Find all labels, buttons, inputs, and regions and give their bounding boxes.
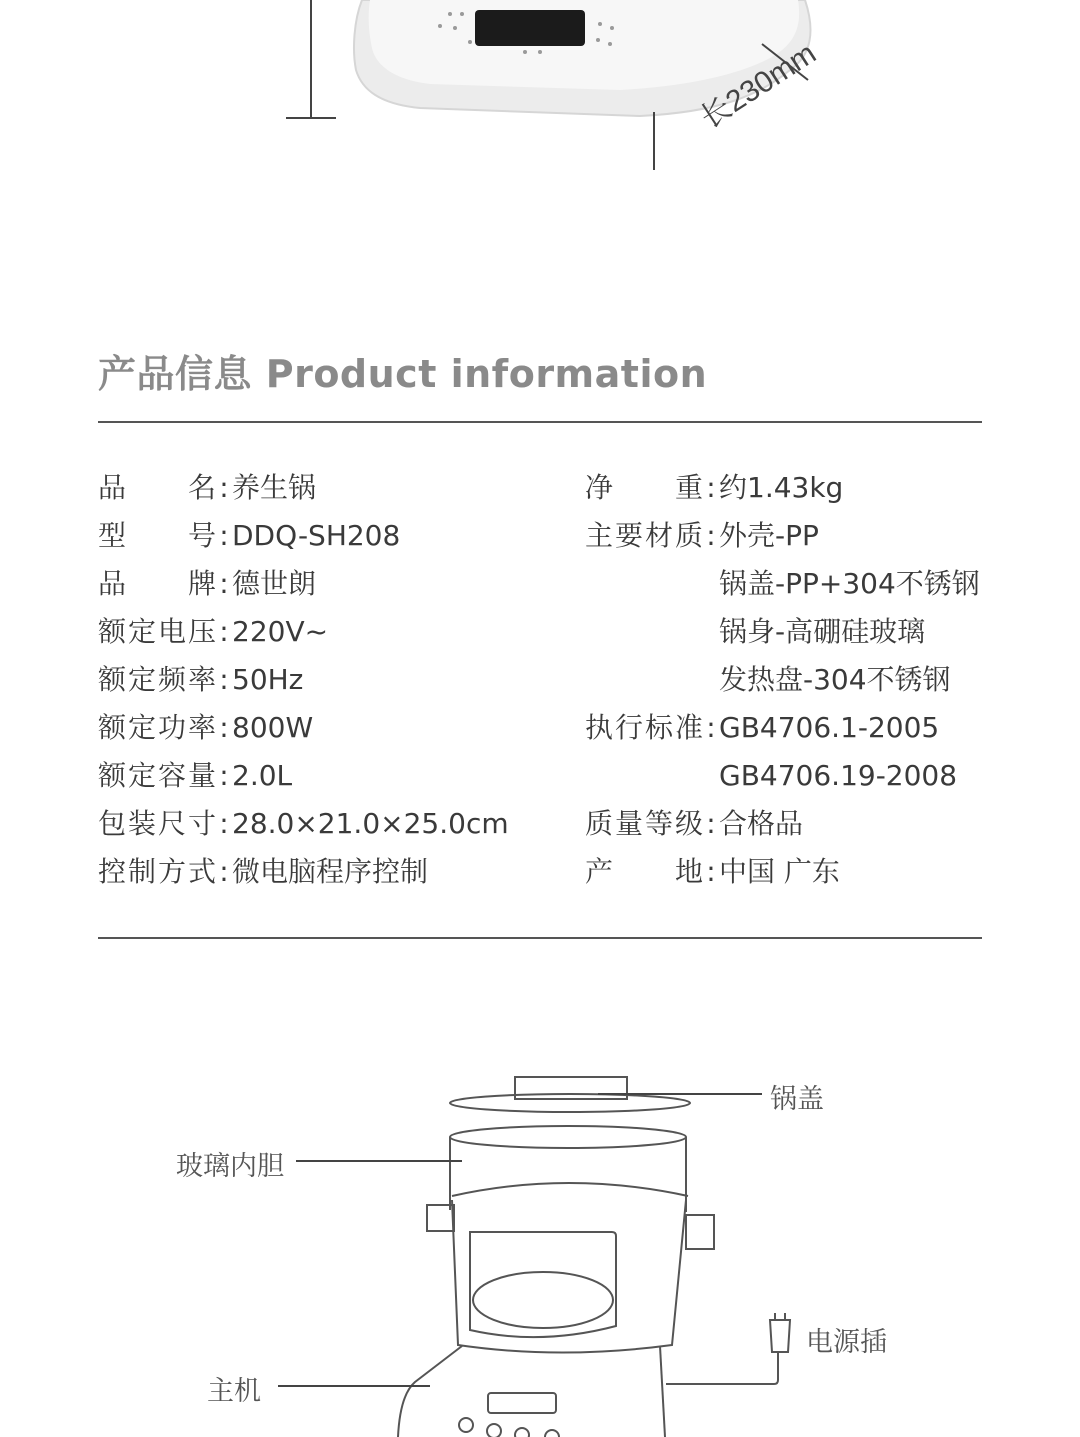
spec-value: 德世朗 xyxy=(232,567,317,600)
spec-row: 额定电压 : 220V~ xyxy=(98,615,329,648)
spec-label: 控制方式 xyxy=(98,855,216,888)
spec-value: 约1.43kg xyxy=(719,471,844,504)
spec-value: 合格品 xyxy=(719,807,804,840)
spec-row-standard-cont xyxy=(585,759,980,807)
spec-label: 包装尺寸 xyxy=(98,807,216,840)
spec-row-material-cont xyxy=(585,615,980,663)
spec-label: 额定频率 xyxy=(98,663,216,696)
spec-value: 外壳-PP xyxy=(719,519,819,552)
spec-value: DDQ-SH208 xyxy=(232,519,401,552)
spec-label: 主要材质 xyxy=(585,519,703,552)
spec-list-left xyxy=(98,471,509,903)
spec-value: 50Hz xyxy=(232,663,304,696)
spec-value: 中国 广东 xyxy=(719,855,840,888)
diagram-label-base: 主机 xyxy=(207,1376,261,1407)
spec-row-grade: 质量等级 : 合格品 xyxy=(585,807,804,840)
spec-row-standard: 执行标准 : GB4706.1-2005 xyxy=(585,711,940,744)
product-base-illustration xyxy=(0,0,1080,200)
diagram-label-lid: 锅盖 xyxy=(770,1084,824,1115)
spec-value: 800W xyxy=(232,711,314,744)
divider-top xyxy=(98,421,982,423)
spec-label: 额定电压 xyxy=(98,615,216,648)
spec-row: 控制方式 : 微电脑程序控制 xyxy=(98,855,429,888)
spec-value: 微电脑程序控制 xyxy=(232,855,429,888)
spec-row-weight: 净重 : 约1.43kg xyxy=(585,471,844,504)
spec-label: 型号 xyxy=(98,519,216,552)
spec-value: GB4706.19-2008 xyxy=(719,759,958,792)
spec-label: 产地 xyxy=(585,855,703,888)
spec-row: 型号 : DDQ-SH208 xyxy=(98,519,401,552)
spec-row: 额定频率 : 50Hz xyxy=(98,663,304,696)
spec-value: 2.0L xyxy=(232,759,293,792)
spec-row: 额定容量 : 2.0L xyxy=(98,759,293,792)
spec-row-material-cont xyxy=(585,663,980,711)
diagram-label-power-plug: 电源插 xyxy=(806,1327,887,1358)
spec-list-right xyxy=(585,471,980,903)
section-title: 产品信息 Product information xyxy=(98,352,708,396)
spec-row-material: 主要材质 : 外壳-PP xyxy=(585,519,819,552)
spec-value: 锅盖-PP+304不锈钢 xyxy=(719,567,980,600)
spec-label: 额定功率 xyxy=(98,711,216,744)
spec-row: 额定功率 : 800W xyxy=(98,711,314,744)
spec-label: 净重 xyxy=(585,471,703,504)
spec-label: 质量等级 xyxy=(585,807,703,840)
spec-value: 28.0×21.0×25.0cm xyxy=(232,807,509,840)
spec-value: GB4706.1-2005 xyxy=(719,711,940,744)
spec-label: 执行标准 xyxy=(585,711,703,744)
spec-label: 品牌 xyxy=(98,567,216,600)
spec-row: 包装尺寸 : 28.0×21.0×25.0cm xyxy=(98,807,509,840)
spec-value: 养生锅 xyxy=(232,471,317,504)
spec-row: 品牌 : 德世朗 xyxy=(98,567,317,600)
spec-label: 品名 xyxy=(98,471,216,504)
spec-value: 锅身-高硼硅玻璃 xyxy=(719,615,926,648)
divider-bottom xyxy=(98,937,982,939)
spec-label: 额定容量 xyxy=(98,759,216,792)
spec-row-material-cont xyxy=(585,567,980,615)
spec-value: 发热盘-304不锈钢 xyxy=(719,663,951,696)
product-parts-diagram xyxy=(0,1060,1080,1437)
spec-row-origin: 产地 : 中国 广东 xyxy=(585,855,840,888)
spec-row: 品名 : 养生锅 xyxy=(98,471,317,504)
spec-value: 220V~ xyxy=(232,615,329,648)
diagram-label-glass-liner: 玻璃内胆 xyxy=(176,1151,284,1182)
length-dimension-label: 长230mm xyxy=(694,36,822,136)
